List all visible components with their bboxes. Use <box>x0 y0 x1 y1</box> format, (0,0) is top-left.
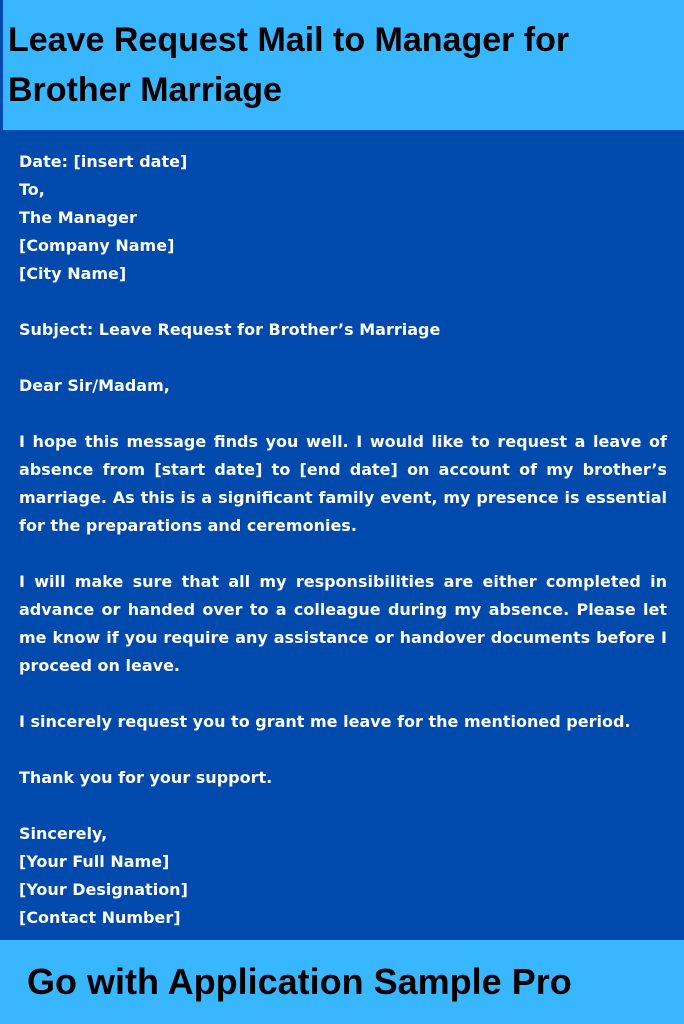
letter-city: [City Name] <box>19 264 127 283</box>
letter-signature-name: [Your Full Name] <box>19 852 170 871</box>
spacer <box>19 344 667 372</box>
letter-recipient: The Manager <box>19 208 137 227</box>
letter-date: Date: [insert date] <box>19 152 188 171</box>
page-title-line-1: Leave Request Mail to Manager for <box>8 21 570 59</box>
spacer <box>19 792 667 820</box>
letter-salutation: Dear Sir/Madam, <box>19 376 170 395</box>
letter-signature-designation: [Your Designation] <box>19 880 188 899</box>
letter-company: [Company Name] <box>19 236 175 255</box>
spacer <box>19 288 667 316</box>
title-banner <box>0 0 684 130</box>
letter-subject: Subject: Leave Request for Brother’s Marriage <box>19 320 441 339</box>
spacer <box>19 540 667 568</box>
spacer <box>19 736 667 764</box>
letter-thanks: Thank you for your support. <box>19 768 273 787</box>
letter-to: To, <box>19 180 45 199</box>
footer-banner <box>0 940 684 1024</box>
page-title-line-2: Brother Marriage <box>8 71 282 109</box>
spacer <box>19 680 667 708</box>
letter-body <box>19 148 667 932</box>
letter-paragraph-2: I will make sure that all my responsibilities are either completed in advance or handed over to a colleague during my absence. Please let me know if you require any assistance or handover documents before I proceed on leave. <box>19 572 667 675</box>
letter-closing: Sincerely, <box>19 824 108 843</box>
letter-signature-contact: [Contact Number] <box>19 908 181 927</box>
page-title <box>8 15 676 115</box>
footer-text: Go with Application Sample Pro <box>27 961 572 1002</box>
letter-paragraph-1: I hope this message finds you well. I would like to request a leave of absence from [start date] to [end date] on account of my brother’s marriage. As this is a significant family event, my presence is essential for the preparations and ceremonies. <box>19 432 667 535</box>
spacer <box>19 400 667 428</box>
letter-paragraph-3: I sincerely request you to grant me leave for the mentioned period. <box>19 712 631 731</box>
